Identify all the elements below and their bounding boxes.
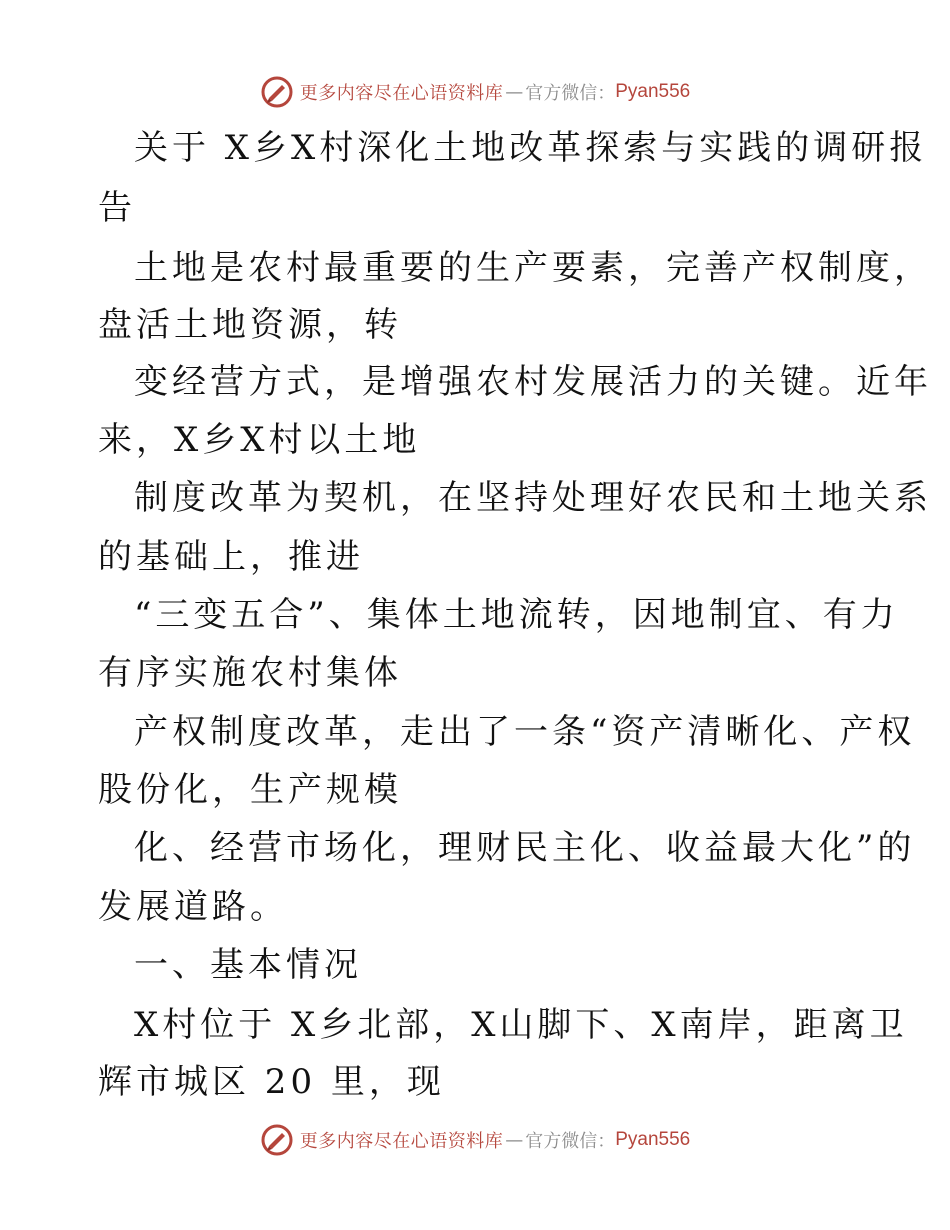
paragraph-line: 土地是农村最重要的生产要素，完善产权制度， xyxy=(134,248,932,288)
banner-title: 更多内容尽在心语资料库 xyxy=(299,1131,504,1152)
paragraph-line: 发展道路。 xyxy=(98,887,288,927)
paragraph-line: 股份化，生产规模 xyxy=(98,770,402,810)
paragraph-line: 盘活土地资源，转 xyxy=(98,305,402,345)
paragraph-line: 的基础上，推进 xyxy=(98,537,364,577)
section-heading: 一、基本情况 xyxy=(134,945,362,985)
paragraph-line: 化、经营市场化，理财民主化、收益最大化”的 xyxy=(134,828,916,868)
banner-separator: — xyxy=(505,81,524,103)
document-title-line: 关于 X乡X村深化土地改革探索与实践的调研报 xyxy=(134,128,928,168)
banner-wechat-label: 官方微信： xyxy=(525,1131,616,1152)
paragraph-line: 来，X乡X村以土地 xyxy=(98,420,421,460)
banner-title: 更多内容尽在心语资料库 xyxy=(299,83,504,104)
pen-logo-icon xyxy=(260,1123,294,1157)
paragraph-line: 辉市城区 20 里，现 xyxy=(98,1062,445,1102)
paragraph-line: 制度改革为契机，在坚持处理好农民和土地关系 xyxy=(134,478,932,518)
paragraph-line: “三变五合”、集体土地流转，因地制宜、有力 xyxy=(134,595,899,635)
document-title-line: 告 xyxy=(98,188,136,228)
paragraph-line: X村位于 X乡北部，X山脚下、X南岸，距离卫 xyxy=(134,1005,908,1045)
banner-wechat-label: 官方微信： xyxy=(525,83,616,104)
footer-banner xyxy=(0,1120,950,1160)
banner-wechat-handle: Pyan556 xyxy=(615,81,691,102)
banner-wechat-handle: Pyan556 xyxy=(615,1129,691,1150)
pen-logo-icon xyxy=(260,75,294,109)
paragraph-line: 产权制度改革，走出了一条“资产清晰化、产权 xyxy=(134,712,916,752)
paragraph-line: 变经营方式，是增强农村发展活力的关键。近年 xyxy=(134,362,932,402)
paragraph-line: 有序实施农村集体 xyxy=(98,653,402,693)
header-banner xyxy=(0,72,950,112)
banner-separator: — xyxy=(505,1129,524,1151)
